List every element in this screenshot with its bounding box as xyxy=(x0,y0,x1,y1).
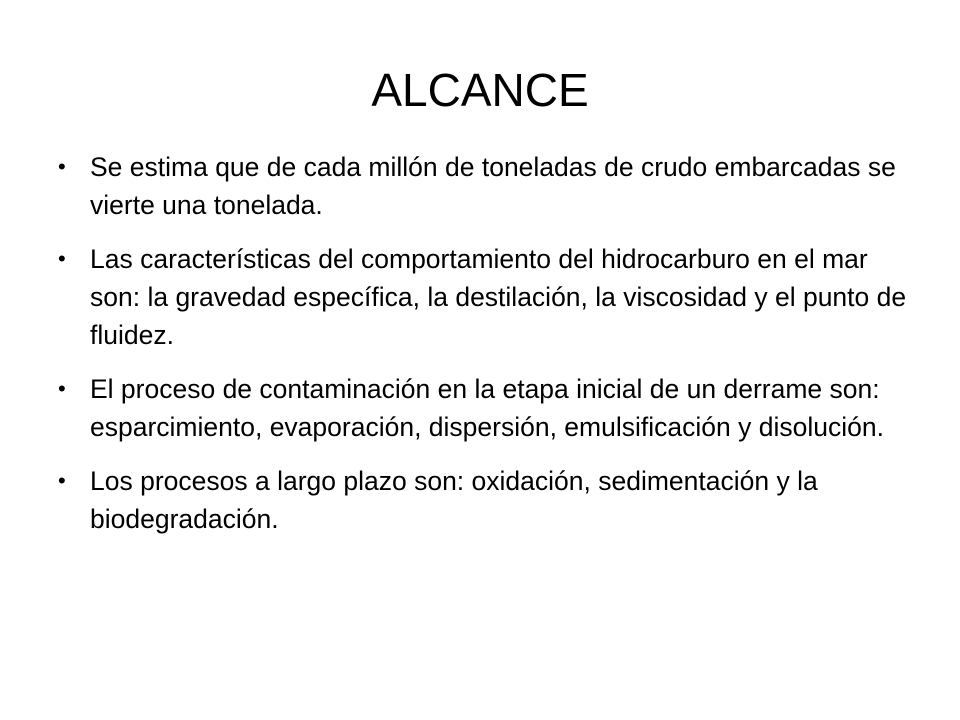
bullet-point-icon: • xyxy=(58,154,66,179)
bullet-item xyxy=(48,462,908,538)
bullet-point-icon: • xyxy=(58,246,66,271)
bullet-item xyxy=(48,240,908,354)
bullet-list xyxy=(48,148,908,554)
bullet-text: Se estima que de cada millón de toneladas de crudo embarcadas se vierte una tonelada. xyxy=(90,152,896,220)
bullet-text: Las características del comportamiento del hidrocarburo en el mar son: la gravedad específica, la destilación, la viscosidad y el punto de fluidez. xyxy=(90,244,907,350)
bullet-item xyxy=(48,370,908,446)
slide-title: ALCANCE xyxy=(371,64,589,116)
bullet-text: El proceso de contaminación en la etapa inicial de un derrame son: esparcimiento, evaporación, dispersión, emulsificación y disolución. xyxy=(90,374,884,442)
bullet-text: Los procesos a largo plazo son: oxidación, sedimentación y la biodegradación. xyxy=(90,466,818,534)
bullet-item xyxy=(48,148,908,224)
bullet-point-icon: • xyxy=(58,376,66,401)
bullet-point-icon: • xyxy=(58,468,66,493)
